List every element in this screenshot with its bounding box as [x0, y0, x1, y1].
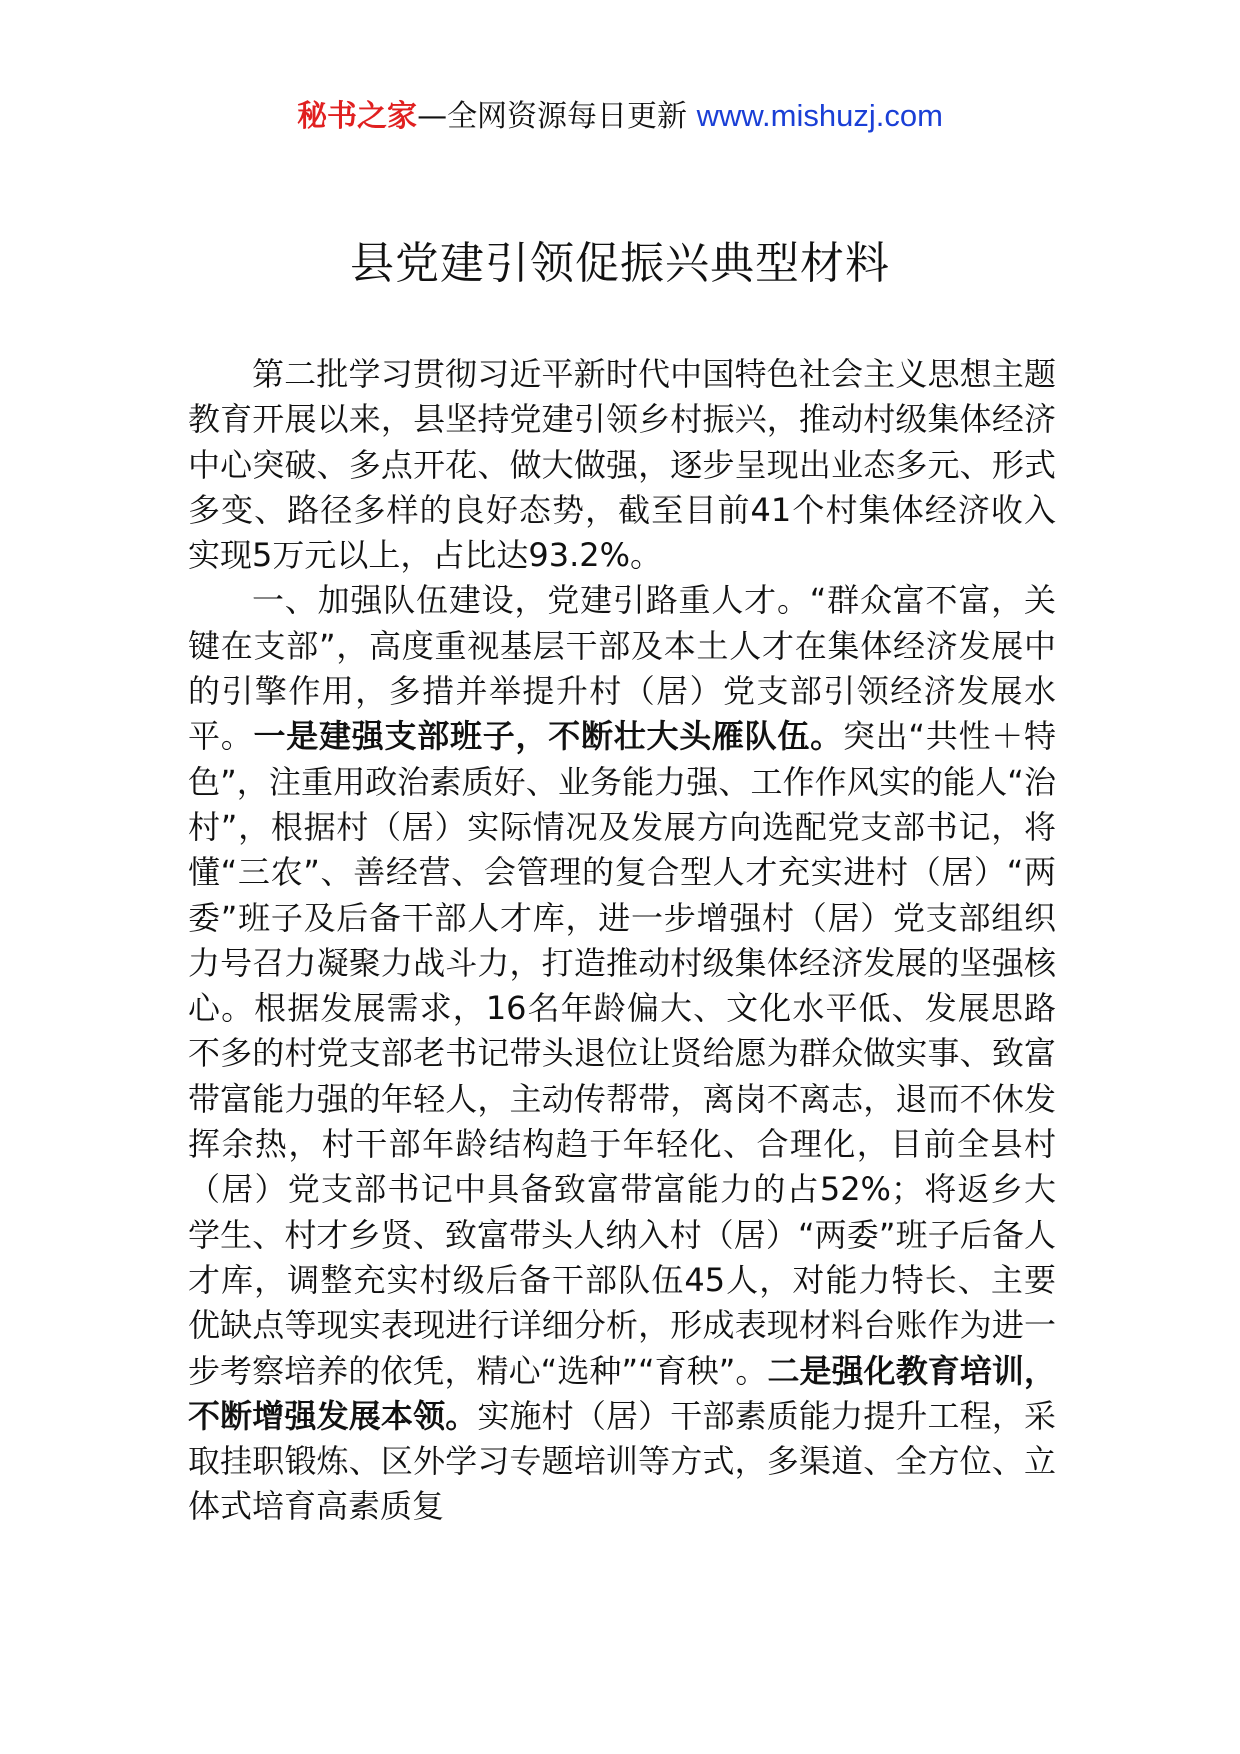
site-brand: 秘书之家 [297, 99, 418, 134]
point-one-heading: 一是建强支部班子，不断壮大头雁队伍。 [253, 717, 843, 756]
document-title: 县党建引领促振兴典型材料 [350, 238, 890, 289]
document-body [188, 352, 1056, 1530]
site-url-link[interactable]: www.mishuzj.com [696, 98, 943, 133]
site-slogan: —全网资源每日更新 [417, 99, 697, 134]
paragraph-section-one [188, 578, 1056, 1529]
paragraph-intro: 第二批学习贯彻习近平新时代中国特色社会主义思想主题教育开展以来，县坚持党建引领乡村振兴，推动村级集体经济中心突破、多点开花、做大做强，逐步呈现出业态多元、形式多变、路径多样的良好态势，截至目前41个村集体经济收入实现5万元以上，占比达93.2%。 [188, 355, 1056, 575]
site-header [0, 96, 1240, 137]
section-one-lead: 一、加强队伍建设，党建引路重人才。“群众富不富，关键在支部”，高度重视基层干部及本土人才在集体经济发展中的引擎作用，多措并举提升村（居）党支部引领经济发展水平。 [188, 581, 1056, 756]
point-one-text: 突出“共性＋特色”，注重用政治素质好、业务能力强、工作作风实的能人“治村”，根据村（居）实际情况及发展方向选配党支部书记，将懂“三农”、善经营、会管理的复合型人才充实进村（居）“两委”班子及后备干部人才库，进一步增强村（居）党支部组织力号召力凝聚力战斗力，打造推动村级集体经济发展的坚强核心。根据发展需求，16名年龄偏大、文化水平低、发展思路不多的村党支部老书记带头退位让贤给愿为群众做实事、致富带富能力强的年轻人，主动传帮带，离岗不离志，退而不休发挥余热，村干部年龄结构趋于年轻化、合理化，目前全县村（居）党支部书记中具备致富带富能力的占52%；将返乡大学生、村才乡贤、致富带头人纳入村（居）“两委”班子后备人才库，调整充实村级后备干部队伍45人，对能力特长、主要优缺点等现实表现进行详细分析，形成表现材料台账作为进一步考察培养的依凭，精心“选种”“育秧”。 [188, 717, 1056, 1390]
point-two-text: 实施村（居）干部素质能力提升工程，采取挂职锻炼、区外学习专题培训等方式，多渠道、全方位、立体式培育高素质复 [188, 1396, 1056, 1526]
point-two-heading: 二是强化教育培训，不断增强发展本领。 [188, 1351, 1056, 1435]
